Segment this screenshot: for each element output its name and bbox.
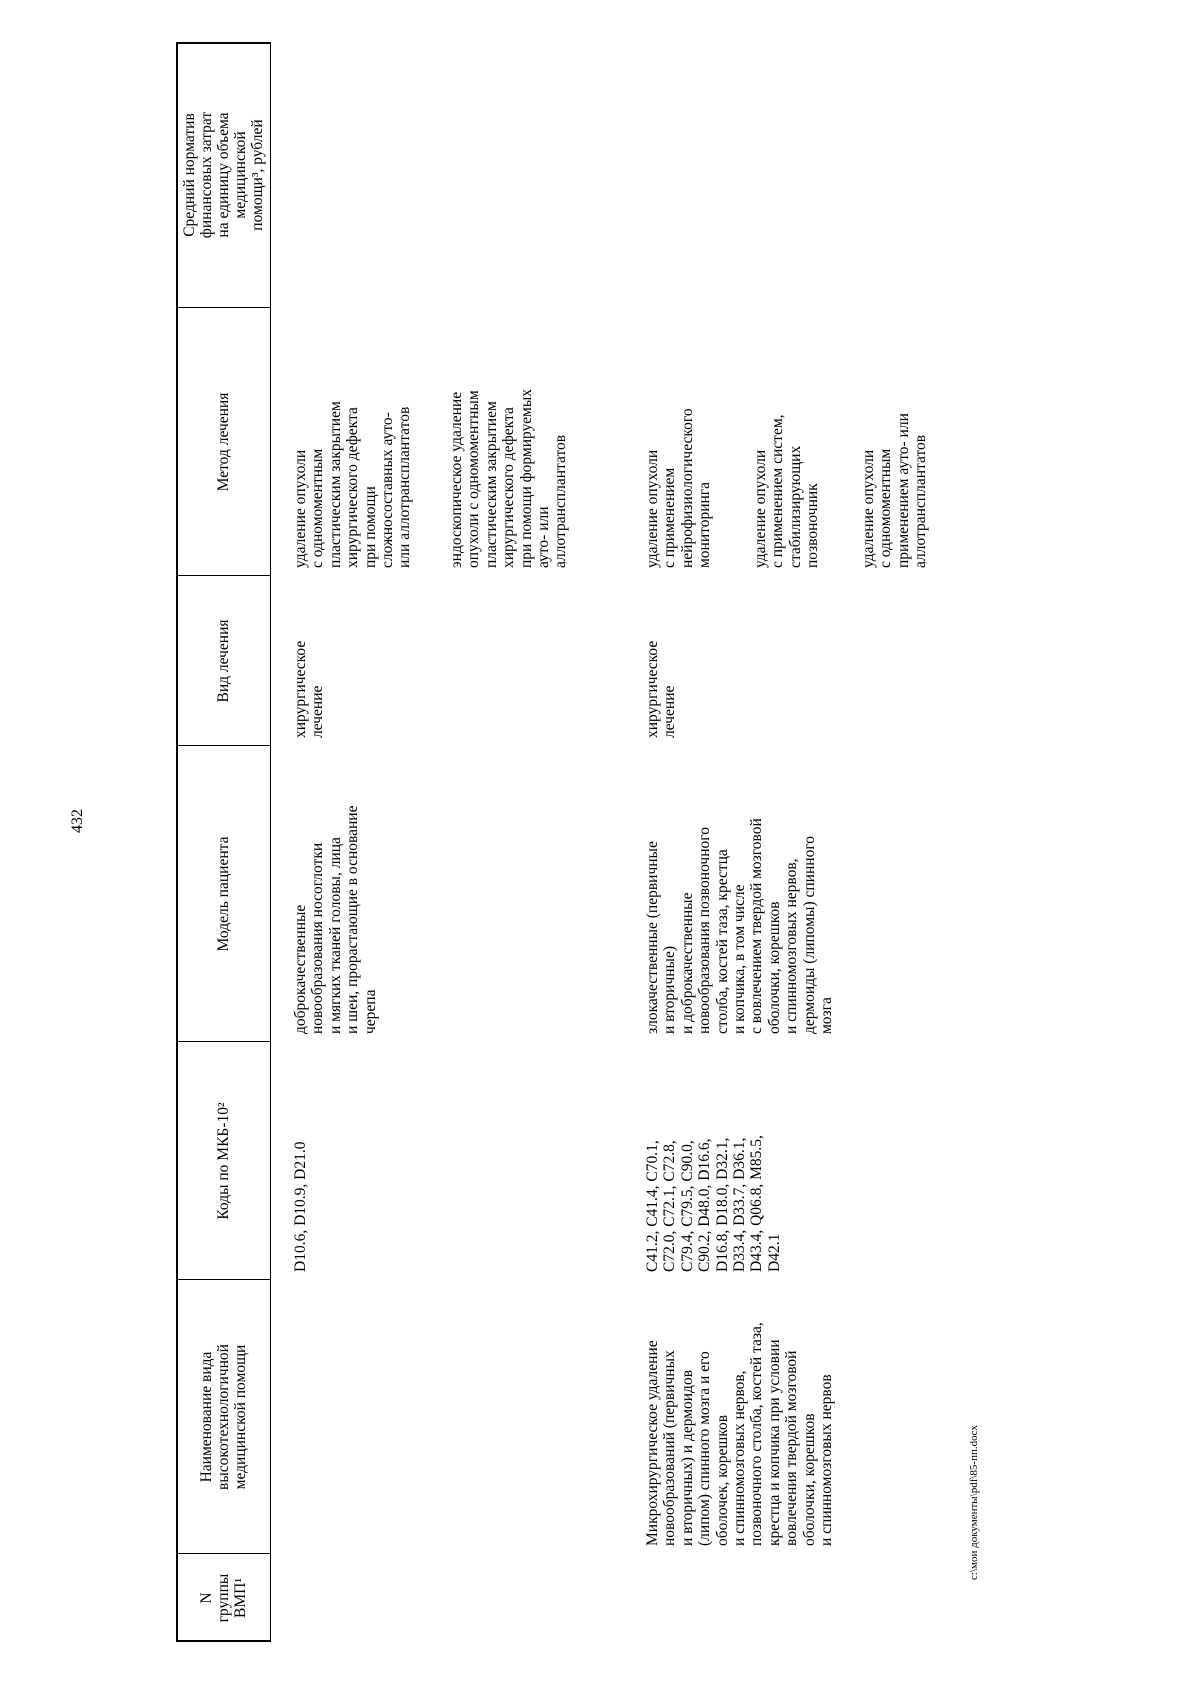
col-name [176,1280,1200,1554]
header-group: N группы ВМП¹ [197,1573,249,1623]
row1-method-b: эндоскопическое удаление опухоли с одномоментным пластическим закрытием хирургического дефекта при помощи формируемых ауто- или аллотрансплантатов [448,389,570,568]
row2-method-b: удаление опухоли с применением систем, стабилизирующих позвоночник [752,414,822,568]
header-method: Метод лечения [214,392,232,492]
header-kind: Вид лечения [214,619,232,703]
header-model: Модель пациента [214,836,232,952]
header-name: Наименование вида высокотехнологичной медицинской помощи [197,1344,249,1490]
header-codes: Коды по МКБ-10² [214,1102,232,1220]
row2-method-a: удаление опухоли с применением нейрофизиологического мониторинга [644,408,714,568]
col-cost [176,42,1200,308]
row2-codes: C41.2, C41.4, C70.1, C72.0, C72.1, C72.8, C79.4, C79.5, C90.0, C90.2, D48.0, D16.6, D16.8, D18.0, D32.1, D33.4, D33.7, D36.1, D43.4, Q06.8, M85.5, D42.1 [644,1135,783,1272]
col-group [176,1554,1200,1642]
row1-model: доброкачественные новообразования носоглотки и мягких тканей головы, лица и шеи, прорастающие в основание черепа [292,805,379,1034]
rotated-table [176,42,1200,1642]
row2-kind: хирургическое лечение [644,640,679,738]
row1-kind: хирургическое лечение [292,640,327,738]
row2-method-c: удаление опухоли с одномоментным применением ауто- или аллотрансплантатов [860,413,930,568]
page-number: 432 [69,809,86,833]
col-codes [176,1042,1200,1280]
row1-codes: D10.6, D10.9, D21.0 [292,1141,309,1272]
col-model [176,746,1200,1042]
row2-model: злокачественные (первичные и вторичные) и доброкачественные новообразования позвоночного столба, костей таза, крестца и копчика, в том числе с вовлечением твердой мозговой оболочки, корешков и спинномозговых нервов, дермоиды (липомы) спинного мозга [644,818,836,1034]
file-path-footer: c:\мои документы\pdf\85-пп.docx [968,1424,980,1580]
row1-method-a: удаление опухоли с одномоментным пластическим закрытием хирургического дефекта при помощи сложносоставных ауто- или аллотрансплантатов [292,401,414,568]
header-cost: Средний норматив финансовых затрат на единицу объема медицинской помощи³, рублей [180,111,266,239]
col-kind [176,576,1200,746]
col-method [176,308,1200,576]
row2-name: Микрохирургическое удаление новообразований (первичных и вторичных) и дермоидов (липом) спинного мозга и его оболочек, корешков и спинномозговых нервов, позвоночного столба, костей таза, крестца и копчика при условии вовлечения твердой мозговой оболочки, корешков и спинномозговых нервов [644,1322,836,1546]
